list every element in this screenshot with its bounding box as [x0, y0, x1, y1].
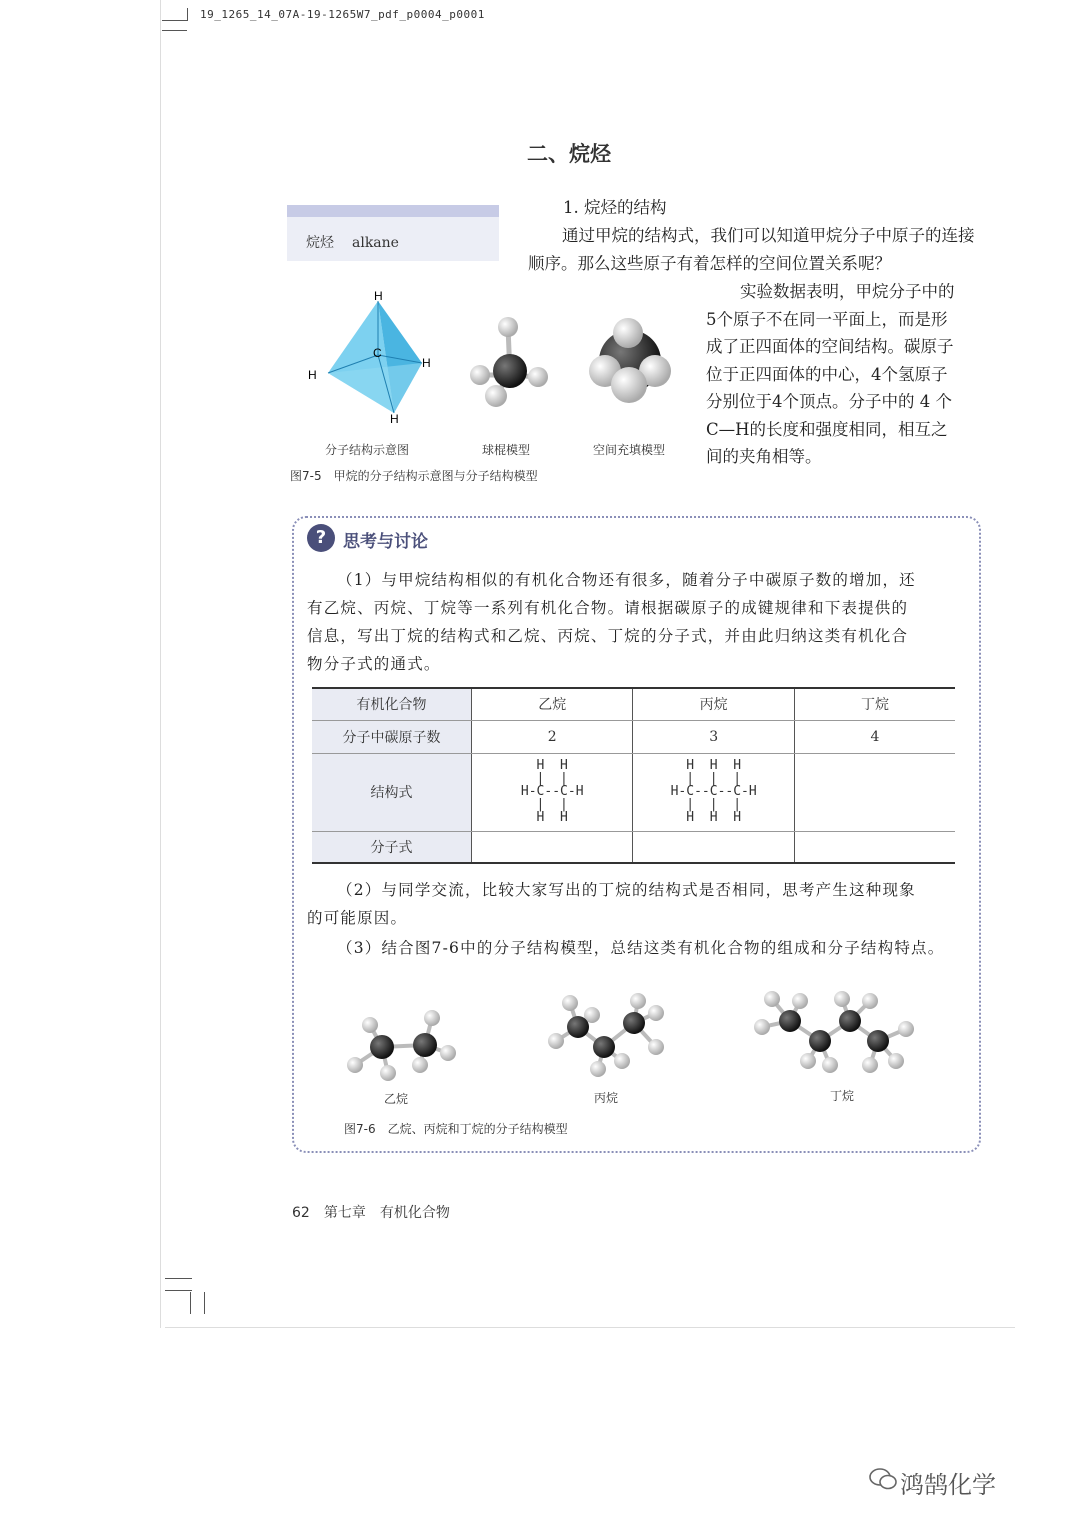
intro-paragraph: 通过甲烷的结构式，我们可以知道甲烷分子中原子的连接顺序。那么这些原子有着怎样的空间位置关系呢？: [528, 226, 975, 273]
table-cell: [472, 753, 633, 831]
body-line: 分别位于4个顶点。分子中的 4 个: [706, 392, 952, 411]
section-title: 二、烷烃: [527, 142, 611, 166]
table-cell: [633, 753, 795, 831]
table-header: 乙烷: [472, 688, 633, 720]
fig6-label-propane: 丙烷: [594, 1091, 619, 1105]
table-cell-blank: [794, 753, 955, 831]
table-row-label: 分子式: [312, 831, 472, 863]
watermark-text: 鸿鹄化学: [900, 1471, 996, 1499]
term-zh: 烷烃: [306, 235, 334, 251]
tetrahedron-diagram: [308, 289, 431, 426]
body-line: 成了正四面体的空间结构。碳原子: [706, 337, 954, 356]
atom-label-h: H: [422, 356, 431, 370]
table-header: 丙烷: [633, 688, 795, 720]
atom-label-h: H: [374, 289, 383, 303]
page-edge: [160, 0, 161, 1328]
body-line: C—H的长度和强度相同，相互之: [706, 419, 948, 439]
page-bottom-edge: [165, 1327, 1015, 1328]
table-header: 丁烷: [794, 688, 955, 720]
table-cell-blank: [472, 831, 633, 863]
term-en: alkane: [352, 235, 399, 251]
propane-structure: H H H | | | H-C--C--C-H | | | H H H: [670, 758, 757, 825]
fig5-caption: 图7-5 甲烷的分子结构示意图与分子结构模型: [290, 469, 538, 483]
propane-model: [548, 993, 664, 1077]
table-header: 有机化合物: [312, 688, 472, 720]
table-cell: 4: [794, 720, 955, 753]
question-2: [307, 876, 967, 932]
subsection-title: 1. 烷烃的结构: [563, 198, 667, 217]
butane-model: [754, 991, 914, 1073]
crop-mark: [204, 1292, 205, 1314]
table-row-label: 分子中碳原子数: [312, 720, 472, 753]
fig6-caption: 图7-6 乙烷、丙烷和丁烷的分子结构模型: [344, 1122, 568, 1136]
fig5-label-space-filling: 空间充填模型: [593, 443, 666, 457]
fig6-label-butane: 丁烷: [830, 1089, 855, 1103]
term-text: [306, 232, 399, 252]
table-cell-blank: [633, 831, 795, 863]
question-icon: ?: [307, 524, 335, 552]
question-3: （3）结合图7-6中的分子结构模型，总结这类有机化合物的组成和分子结构特点。: [337, 939, 945, 957]
table-cell: 3: [633, 720, 795, 753]
crop-mark: [162, 30, 187, 31]
body-line: 实验数据表明，甲烷分子中的: [740, 282, 955, 301]
question-1-line: （1）与甲烷结构相似的有机化合物还有很多，随着分子中碳原子数的增加，还: [337, 571, 916, 589]
body-line: 间的夹角相等。: [706, 447, 822, 466]
figure-7-5: [290, 283, 690, 433]
question-2-line: 的可能原因。: [307, 909, 408, 927]
alkane-table: [312, 687, 955, 864]
chapter-title: 第七章 有机化合物: [323, 1205, 450, 1221]
body-line: 位于正四面体的中心，4个氢原子: [706, 364, 948, 384]
atom-label-h: H: [308, 368, 317, 382]
think-discuss-title: 思考与讨论: [343, 532, 428, 552]
crop-mark: [162, 20, 187, 21]
space-filling-model: [589, 318, 671, 403]
crop-mark: [187, 8, 188, 21]
page-footer: [292, 1202, 450, 1222]
body-paragraph: [706, 278, 982, 471]
fig5-label-ball-stick: 球棍模型: [482, 443, 531, 457]
table-cell: 2: [472, 720, 633, 753]
crop-mark: [190, 1292, 191, 1314]
table-row-label: 结构式: [312, 753, 472, 831]
ethane-model: [347, 1010, 456, 1081]
question-2-line: （2）与同学交流，比较大家写出的丁烷的结构式是否相同，思考产生这种现象: [337, 881, 916, 899]
ethane-structure: H H | | H-C--C-H | | H H: [520, 758, 584, 825]
crop-mark: [165, 1290, 192, 1291]
ball-stick-model: [470, 317, 548, 407]
page-number: 62: [292, 1205, 310, 1221]
question-1-line: 信息，写出丁烷的结构式和乙烷、丙烷、丁烷的分子式，并由此归纳这类有机化合: [307, 627, 909, 645]
atom-label-c: C: [373, 346, 382, 360]
scan-header-code: 19_1265_14_07A-19-1265W7_pdf_p0004_p0001: [200, 8, 485, 21]
fig5-label-structure: 分子结构示意图: [325, 443, 410, 457]
crop-mark: [165, 1278, 192, 1279]
term-box-bar: [287, 205, 499, 217]
question-1: [307, 566, 967, 678]
table-cell-blank: [794, 831, 955, 863]
atom-label-h: H: [390, 412, 399, 426]
question-1-line: 物分子式的通式。: [307, 655, 441, 673]
wechat-icon: [868, 1466, 898, 1492]
question-1-line: 有乙烷、丙烷、丁烷等一系列有机化合物。请根据碳原子的成键规律和下表提供的: [307, 599, 909, 617]
body-line: 5个原子不在同一平面上，而是形: [706, 309, 948, 329]
fig6-label-ethane: 乙烷: [384, 1092, 409, 1106]
figure-7-6: [330, 985, 930, 1085]
